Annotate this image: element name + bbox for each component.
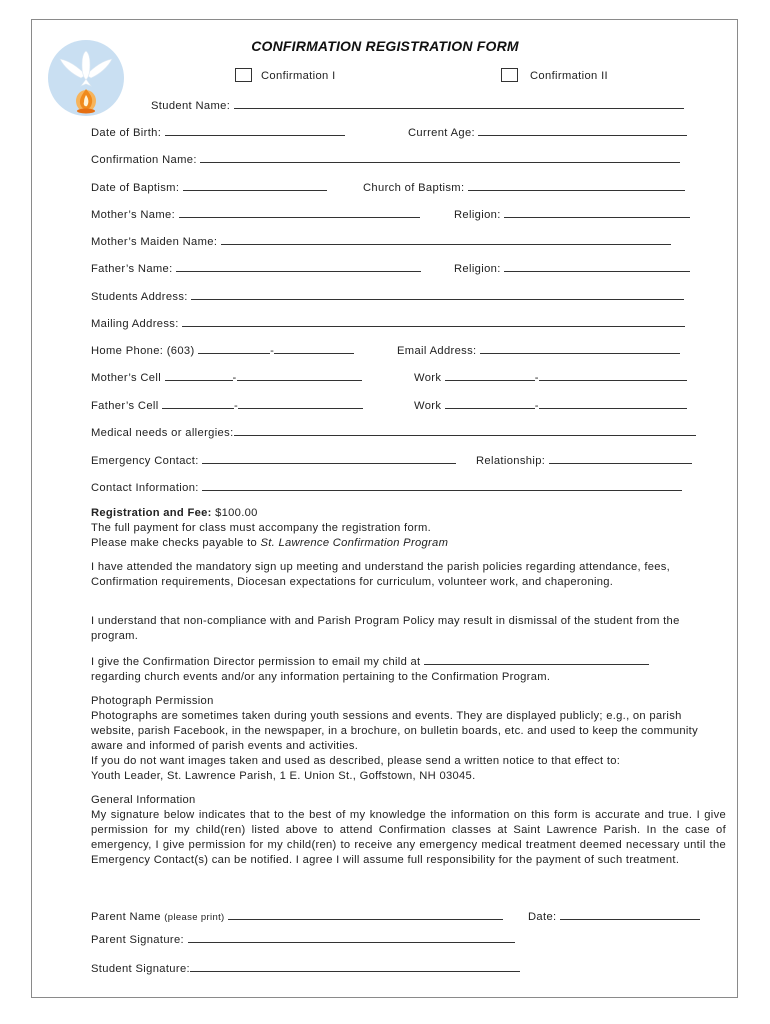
fathers-name-label: Father’s Name:: [91, 263, 173, 275]
home-phone-label: Home Phone: (603): [91, 345, 195, 357]
baptism-church-row: [363, 179, 685, 194]
fathers-cell-label: Father’s Cell: [91, 400, 159, 412]
baptism-church-label: Church of Baptism:: [363, 182, 465, 194]
fathers-name-row: [91, 260, 421, 275]
parent-signature-label: Parent Signature:: [91, 934, 185, 946]
confirmation-2-label: Confirmation II: [530, 70, 608, 82]
form-title: CONFIRMATION REGISTRATION FORM: [251, 38, 519, 54]
attend-paragraph: [91, 560, 723, 590]
students-address-field[interactable]: [191, 288, 684, 300]
fathers-name-field[interactable]: [176, 260, 421, 272]
contact-info-label: Contact Information:: [91, 482, 199, 494]
student-signature-label: Student Signature:: [91, 963, 190, 975]
baptism-date-field[interactable]: [183, 179, 327, 191]
fee-line1: The full payment for class must accompany the registration form.: [91, 522, 432, 534]
maiden-name-field[interactable]: [221, 233, 671, 245]
dob-label: Date of Birth:: [91, 127, 162, 139]
fathers-cell-field-2[interactable]: [238, 397, 363, 409]
work-1-dash: -: [534, 372, 539, 384]
emergency-contact-row: [91, 452, 456, 467]
fathers-cell-dash: -: [234, 400, 239, 412]
home-phone-field-1[interactable]: [198, 342, 270, 354]
work-1-field-1[interactable]: [445, 369, 535, 381]
relationship-row: [476, 452, 692, 467]
parent-signature-row: [91, 931, 515, 946]
mothers-name-field[interactable]: [179, 206, 420, 218]
home-phone-dash: -: [270, 345, 275, 357]
medical-field[interactable]: [234, 424, 696, 436]
contact-info-field[interactable]: [202, 479, 682, 491]
fathers-cell-row: [91, 397, 363, 412]
student-name-field[interactable]: [234, 97, 684, 109]
religion-2-row: [454, 260, 690, 275]
baptism-date-row: [91, 179, 327, 194]
religion-1-label: Religion:: [454, 209, 501, 221]
noncompliance-text: I understand that non-compliance with and Parish Program Policy may result in dismissal of the student from the program.: [91, 615, 680, 642]
fee-section: [91, 506, 727, 551]
age-field[interactable]: [478, 124, 687, 136]
work-2-dash: -: [534, 400, 539, 412]
mothers-cell-dash: -: [232, 372, 237, 384]
age-row: [408, 124, 687, 139]
dob-row: [91, 124, 345, 139]
noncompliance-paragraph: [91, 614, 691, 644]
mailing-address-field[interactable]: [182, 315, 685, 327]
fee-line2-prefix: Please make checks payable to: [91, 537, 261, 549]
fee-payee: St. Lawrence Confirmation Program: [260, 537, 449, 549]
date-row: [528, 908, 700, 923]
photo-address: Youth Leader, St. Lawrence Parish, 1 E. Union St., Goffstown, NH 03045.: [91, 770, 476, 782]
relationship-label: Relationship:: [476, 455, 546, 467]
photo-notice: If you do not want images taken and used as described, please send a written notice to that effect to:: [91, 755, 621, 767]
confirmation-2-checkbox[interactable]: [501, 68, 518, 82]
mailing-address-row: [91, 315, 685, 330]
mailing-address-label: Mailing Address:: [91, 318, 179, 330]
emergency-contact-field[interactable]: [202, 452, 456, 464]
parent-name-row: [91, 908, 503, 923]
work-1-label: Work: [414, 372, 442, 384]
mothers-cell-label: Mother’s Cell: [91, 372, 162, 384]
age-label: Current Age:: [408, 127, 476, 139]
students-address-label: Students Address:: [91, 291, 188, 303]
home-phone-field-2[interactable]: [274, 342, 354, 354]
email-label: Email Address:: [397, 345, 477, 357]
parent-name-field[interactable]: [228, 908, 503, 920]
maiden-name-row: [91, 233, 671, 248]
work-2-field-2[interactable]: [539, 397, 687, 409]
baptism-church-field[interactable]: [468, 179, 685, 191]
medical-row: [91, 424, 696, 439]
fee-label: Registration and Fee:: [91, 507, 212, 519]
students-address-row: [91, 288, 684, 303]
date-field[interactable]: [560, 908, 700, 920]
contact-info-row: [91, 479, 682, 494]
email-row: [397, 342, 680, 357]
work-2-label: Work: [414, 400, 442, 412]
mothers-cell-field-1[interactable]: [165, 369, 233, 381]
general-body: My signature below indicates that to the best of my knowledge the information on this form is accurate and true. I give permission for my child(ren) listed above to attend Confirmation classes at Saint Lawrence Parish. In the case of emergency, I give permission for my child(ren) to receive any emergency medical treatment deemed necessary until the Emergency Contact(s) can be notified. I agree I will assume full responsibility for the payment of such treatment.: [91, 809, 726, 866]
baptism-date-label: Date of Baptism:: [91, 182, 180, 194]
emergency-contact-label: Emergency Contact:: [91, 455, 199, 467]
student-name-label: Student Name:: [151, 100, 231, 112]
email-permission-text-1: I give the Confirmation Director permission to email my child at: [91, 656, 421, 668]
parent-signature-field[interactable]: [188, 931, 515, 943]
confirmation-name-row: [91, 151, 680, 166]
confirmation-1-checkbox[interactable]: [235, 68, 252, 82]
parent-name-label: Parent Name: [91, 911, 161, 923]
confirmation-name-field[interactable]: [200, 151, 680, 163]
date-label: Date:: [528, 911, 557, 923]
work-1-field-2[interactable]: [539, 369, 687, 381]
fee-amount: $100.00: [215, 507, 258, 519]
email-permission-text-2: regarding church events and/or any information pertaining to the Confirmation Program.: [91, 671, 551, 683]
religion-2-label: Religion:: [454, 263, 501, 275]
child-email-field[interactable]: [424, 654, 649, 665]
attend-text: I have attended the mandatory sign up meeting and understand the parish policies regarding attendance, fees, Confirmation requirements, Diocesan expectations for curriculum, volunteer work, and chaperoning.: [91, 561, 671, 588]
photo-heading: Photograph Permission: [91, 695, 214, 707]
work-2-row: [414, 397, 687, 412]
mothers-name-label: Mother’s Name:: [91, 209, 176, 221]
general-section: [91, 793, 726, 868]
dob-field[interactable]: [165, 124, 345, 136]
mothers-cell-row: [91, 369, 362, 384]
work-1-row: [414, 369, 687, 384]
religion-1-row: [454, 206, 690, 221]
home-phone-row: [91, 342, 354, 357]
relationship-field[interactable]: [549, 452, 692, 464]
general-heading: General Information: [91, 794, 196, 806]
medical-label: Medical needs or allergies:: [91, 427, 234, 439]
fathers-cell-field-1[interactable]: [162, 397, 234, 409]
religion-1-field[interactable]: [504, 206, 690, 218]
confirmation-name-label: Confirmation Name:: [91, 154, 197, 166]
mothers-cell-field-2[interactable]: [237, 369, 362, 381]
please-print-label: (please print): [164, 912, 225, 923]
photo-section: [91, 694, 725, 784]
email-permission-paragraph: [91, 654, 727, 685]
email-field[interactable]: [480, 342, 680, 354]
student-signature-field[interactable]: [190, 960, 520, 972]
mothers-name-row: [91, 206, 420, 221]
confirmation-1-label: Confirmation I: [261, 70, 336, 82]
photo-body: Photographs are sometimes taken during youth sessions and events. They are displayed publicly; e.g., on parish website, parish Facebook, in the newspaper, in a brochure, on bulletin boards, etc. and used to keep the community aware and informed of parish events and activities.: [91, 710, 698, 752]
maiden-name-label: Mother’s Maiden Name:: [91, 236, 218, 248]
student-signature-row: [91, 960, 520, 975]
religion-2-field[interactable]: [504, 260, 690, 272]
student-name-row: [151, 97, 684, 112]
work-2-field-1[interactable]: [445, 397, 535, 409]
